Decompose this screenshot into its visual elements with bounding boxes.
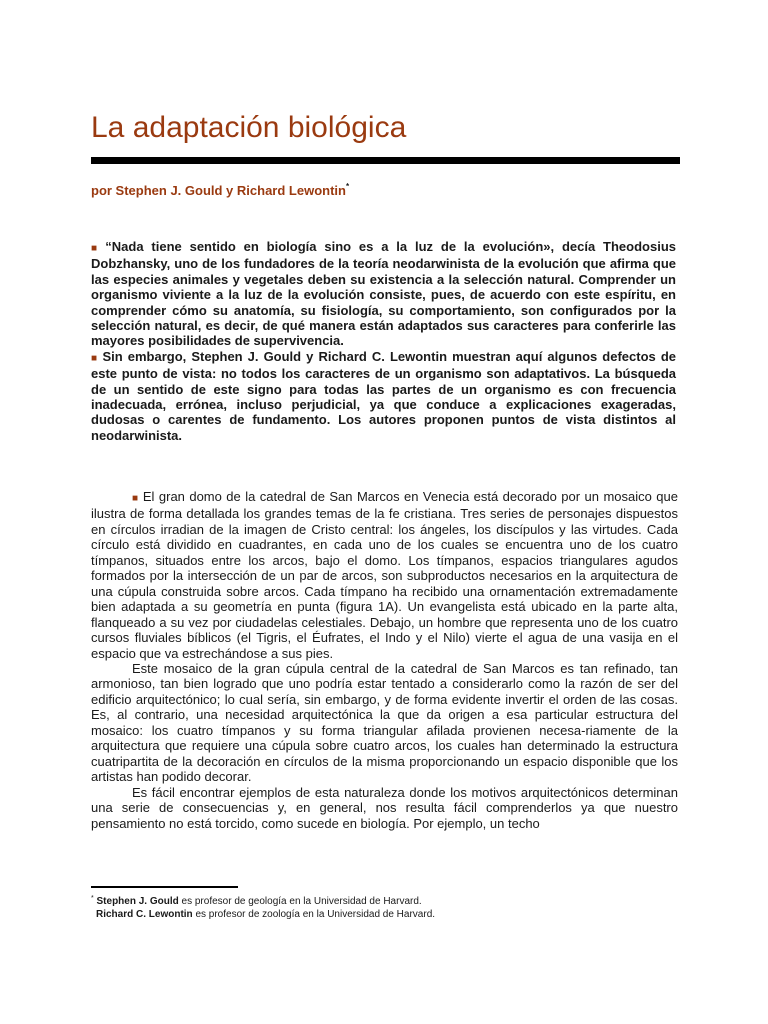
footnotes: [91, 892, 691, 921]
article-abstract: [91, 239, 676, 443]
footnote-text: es profesor de zoología en la Universidad de Harvard.: [192, 909, 436, 920]
footnote-author-name: Stephen J. Gould: [96, 896, 179, 907]
footnote-separator-rule: [91, 886, 238, 888]
square-bullet-icon: ■: [91, 243, 102, 254]
article-title: La adaptación biológica: [91, 111, 407, 144]
square-bullet-icon: ■: [132, 493, 139, 504]
title-underline-rule: [91, 157, 680, 164]
abstract-paragraph: [91, 239, 676, 349]
footnote: [91, 892, 691, 908]
body-paragraph: Es fácil encontrar ejemplos de esta naturaleza donde los motivos arquitectónicos determinan una serie de consecuencias y, en general, nos resulta fácil comprenderlos ya que nuestro pensamiento no está torcido, como sucede en biología. Por ejemplo, un techo: [91, 784, 678, 831]
footnote-marker: *: [91, 895, 94, 902]
footnote-author-name: Richard C. Lewontin: [96, 909, 193, 920]
article-body: [91, 489, 678, 831]
footnote-text: es profesor de geología en la Universidad de Harvard.: [178, 896, 422, 907]
byline-text: por Stephen J. Gould y Richard Lewontin: [91, 183, 346, 198]
byline-footnote-marker: *: [345, 182, 350, 191]
footnote: [91, 908, 691, 921]
body-paragraph-text: El gran domo de la catedral de San Marcos en Venecia está decorado por un mosaico que ilustra de forma detallada los grandes temas de la fe cristiana. Tres series de personajes dispuestos en círculos irradian de la imagen de Cristo central: los ángeles, los discípulos y las virtudes. Cada círculo está dividido en cuadrantes, en cada uno de los cuales se encuentra uno de los cuatro tímpanos, situados entre los arcos, bajo el domo. Los tímpanos, espacios triangulares agudos formados por la intersección de un par de arcos, son subproductos necesarios en la arquitectura de una cúpula construida sobre arcos. Cada tímpano ha recibido una ornamentación extremadamente bien adaptada a su geometría en punta (figura 1A). Un evangelista está ubicado en la parte alta, flanqueado a su vez por ciudadelas celestiales. Debajo, un hombre que representa uno de los cuatro cursos fluviales bíblicos (el Tigris, el Éufrates, el Indo y el Nilo) vierte el agua de una vasija en el espacio que va estrechándose a sus pies.: [91, 489, 678, 661]
square-bullet-icon: ■: [91, 352, 99, 364]
body-paragraph: Este mosaico de la gran cúpula central de la catedral de San Marcos es tan refinado, tan armonioso, tan bien logrado que uno podría estar tentado a considerarlo como la razón de ser del edificio arquitectónico; lo cual sería, sin embargo, y de forma evidente invertir el orden de las cosas. Es, al contrario, una necesidad arquitectónica la que da origen a esa particular estructura del mosaico: los cuatro tímpanos y su forma triangular afilada provienen necesa-riamente de la arquitectura que requiere una cúpula sobre cuatro arcos, los cuales han determinado la estructura cuatripartita de la decoración en círculos de la misma proporcionando un espacio disponible que los artistas han podido decorar.: [91, 660, 678, 785]
article-byline: [91, 178, 349, 200]
abstract-paragraph: [91, 349, 676, 443]
abstract-paragraph-text: Sin embargo, Stephen J. Gould y Richard C. Lewontin muestran aquí algunos defectos de este punto de vista: no todos los caracteres de un organismo son adaptativos. La búsqueda de un sentido de este signo para todas las partes de un organismo es con frecuencia inadecuada, errónea, incluso perjudicial, ya que conduce a explicaciones exageradas, dudosas o carentes de fundamento. Los autores proponen puntos de vista distintos al neodarwinista.: [91, 348, 676, 443]
body-paragraph: [91, 489, 678, 661]
abstract-paragraph-text: “Nada tiene sentido en biología sino es a la luz de la evolución», decía Theodosius Dobzhansky, uno de los fundadores de la teoría neodarwinista de la evolución que afirma que las especies animales y vegetales deben su existencia a la selección natural. Comprender un organismo viviente a la luz de la evolución consiste, pues, de acuerdo con este espíritu, en comprender cómo su anatomía, su fisiología, su comportamiento, son configurados por la selección natural, es decir, de qué manera están adaptados sus caracteres para conferirle las mayores posibilidades de supervivencia.: [91, 239, 676, 349]
